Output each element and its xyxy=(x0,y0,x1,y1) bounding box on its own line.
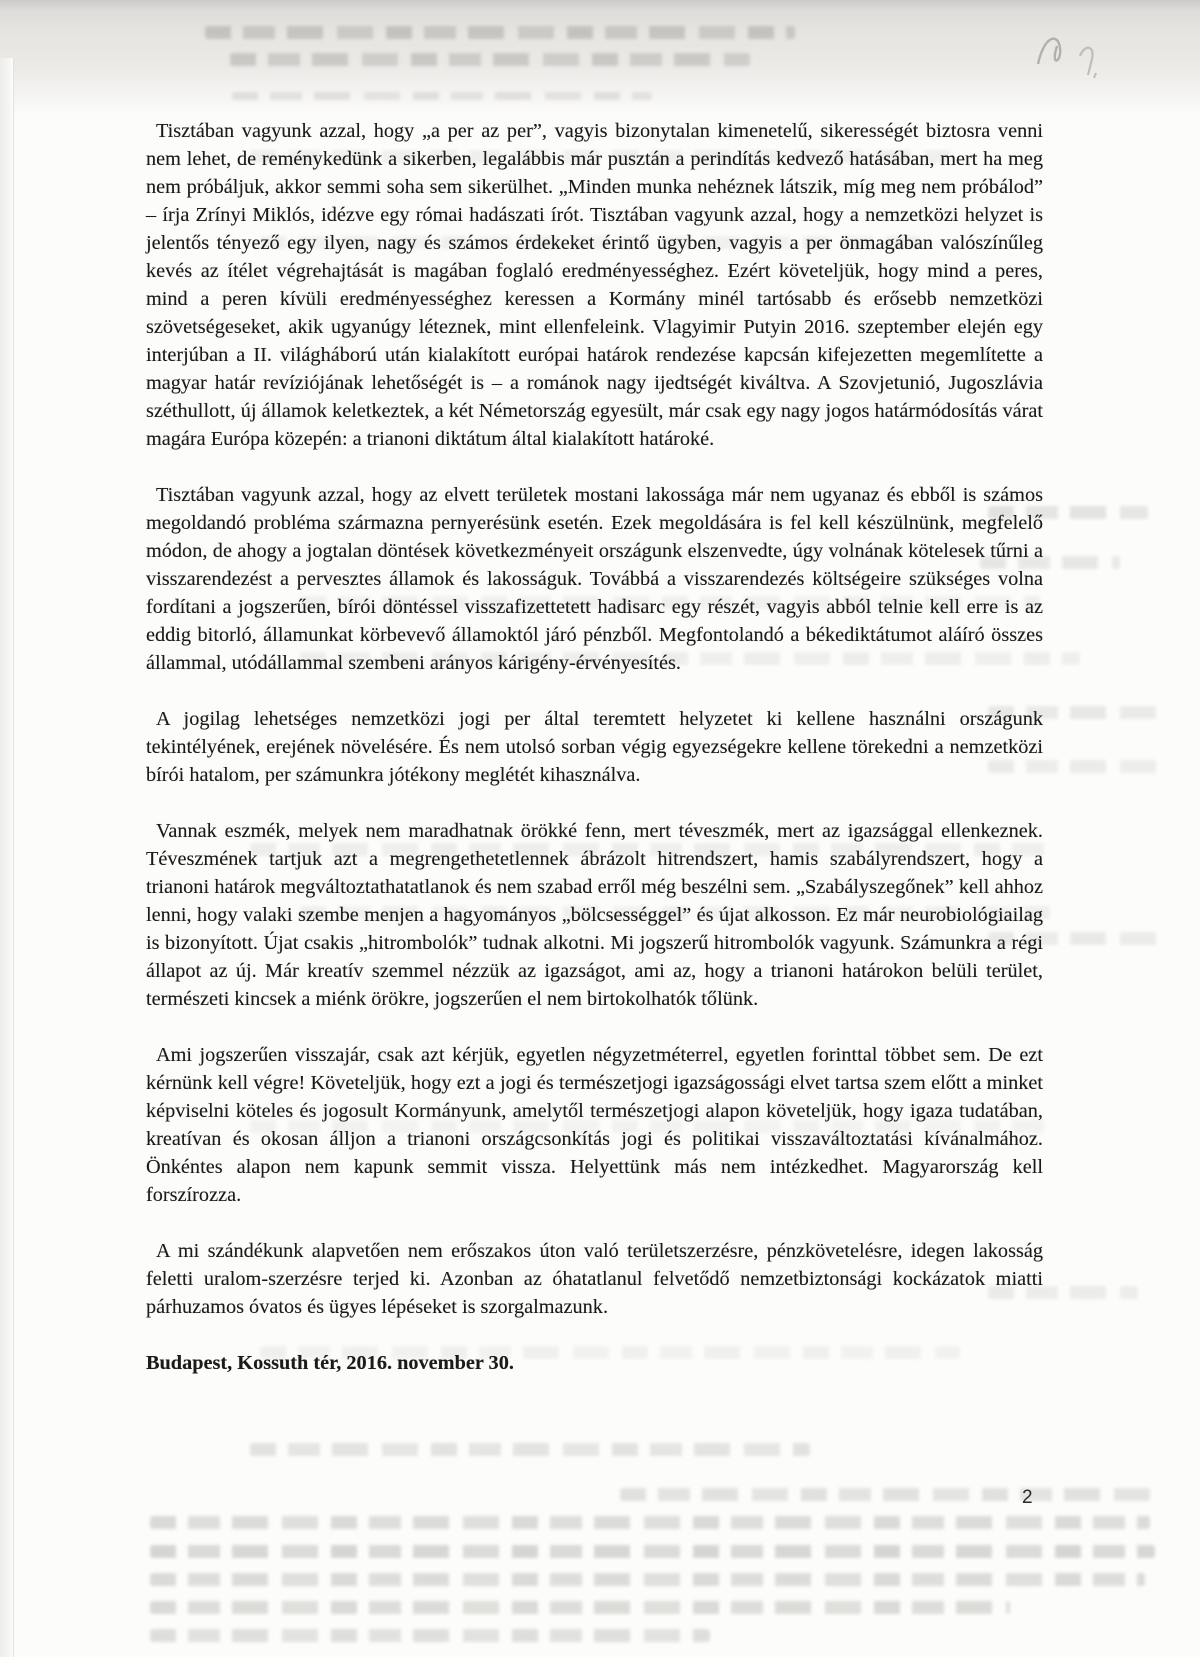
bleed-through-line xyxy=(150,1573,1145,1586)
handwritten-mark xyxy=(1024,20,1120,86)
body-paragraph: Tisztában vagyunk azzal, hogy „a per az per”, vagyis bizonytalan kimenetelű, sikerességét biztosra venni nem lehet, de reménykedünk a sikerben, legalábbis már pusztán a perindítás kedvező hatásában, mert ha meg nem próbáljuk, akkor semmi soha sem sikerülhet. „Minden munka nehéznek látszik, míg meg nem próbálod” – írja Zrínyi Miklós, idézve egy római hadászati írót. Tisztában vagyunk azzal, hogy a nemzetközi helyzet is jelentős tényező egy ilyen, nagy és számos érdekeket érintő ügyben, vagyis a per önmagában valószínűleg kevés az ítélet végrehajtását is magában foglaló eredményességhez. Ezért követeljük, hogy mind a peres, mind a peren kívüli eredményességhez keressen a Kormány minél tartósabb és erősebb nemzetközi szövetségeseket, akik ugyanúgy léteznek, mint ellenfeleink. Vlagyimir Putyin 2016. szeptember elején egy interjúban a II. világháború után kialakított európai határok rendezése kapcsán kifejezetten megemlítette a magyar határ revíziójának lehetőségét is – a románok nagy ijedtségét kiváltva. A Szovjetunió, Jugoszlávia széthullott, új államok keletkeztek, a két Németország egyesült, már csak egy nagy jogos határmódosítás várat magára Európa közepén: a trianoni diktátum által kialakított határoké. xyxy=(146,120,1043,450)
bleed-through-line xyxy=(620,1488,1150,1501)
bleed-through-line xyxy=(150,1545,1155,1558)
body-paragraph: Ami jogszerűen visszajár, csak azt kérjük, egyetlen négyzetméterrel, egyetlen forinttal többet sem. De ezt kérnünk kell végre! Követeljük, hogy ezt a jogi és természetjogi igazságossági elvet tartsa szem előtt a minket képviselni köteles és jogosult Kormányunk, amelytől természetjogi alapon követeljük, hogy igaza tudatában, kreatívan és okosan álljon a trianoni országcsonkítás jogi és politikai visszaváltoztatási kívánalmához. Önkéntes alapon nem kapunk semmit vissza. Helyettünk más nem intézkedhet. Magyarország kell forszírozza. xyxy=(146,1044,1043,1206)
body-paragraph: Tisztában vagyunk azzal, hogy az elvett területek mostani lakossága már nem ugyanaz és ebből is számos megoldandó probléma származna pernyerésünk esetén. Ezek megoldására is fel kell készülnünk, megfelelő módon, de ahogy a jogtalan döntések következményeit országunk elszenvedte, úgy volnának kötelesek tűrni a visszarendezést a pervesztes államok és lakosságuk. Továbbá a visszarendezés költségeire szükséges volna fordítani a jogszerűen, bírói döntéssel visszafizettetett hadisarc egy részét, vagyis abból telnie kell erre is az eddig bitorló, államunkat körbevevő államoktól járó pénzből. Megfontolandó a békediktátumot aláíró összes állammal, utódállammal szembeni arányos kárigény-érvényesítés. xyxy=(146,484,1043,674)
scan-top-band xyxy=(0,0,1200,116)
bleed-through-line xyxy=(150,1516,1150,1529)
body-paragraph: A jogilag lehetséges nemzetközi jogi per által teremtett helyzetet ki kellene használni országunk tekintélyének, erejének növelésére. És nem utolsó sorban végig egyezségekre kellene törekedni a nemzetközi bírói hatalom, per számunkra jótékony meglétét kihasználva. xyxy=(146,708,1043,786)
bleed-through-line xyxy=(250,1443,810,1456)
body-paragraph: Vannak eszmék, melyek nem maradhatnak örökké fenn, mert téveszmék, mert az igazsággal ellenkeznek. Téveszmének tartjuk azt a megrengethetetlennek ábrázolt hitrendszert, hamis szabályrendszert, hogy a trianoni határok megváltoztathatatlanok és nem szabad erről még beszélni sem. „Szabályszegőnek” kell ahhoz lenni, hogy valaki szembe menjen a hagyományos „bölcsességgel” és újat alkosson. Ez már neurobiológiailag is bizonyított. Újat csakis „hitrombolók” tudnak alkotni. Mi jogszerű hitrombolók vagyunk. Számunkra a régi állapot az új. Már kreatív szemmel nézzük az igazságot, ami az, hogy a trianoni határokon belüli terület, természeti kincsek a miénk örökre, jogszerűen el nem birtokolhatók tőlünk. xyxy=(146,820,1043,1010)
scan-left-edge xyxy=(0,58,14,1657)
bleed-through-line xyxy=(150,1629,710,1642)
dateline: Budapest, Kossuth tér, 2016. november 30. xyxy=(146,1352,514,1374)
body-paragraph: A mi szándékunk alapvetően nem erőszakos úton való területszerzésre, pénzkövetelésre, idegen lakosság feletti uralom-szerzésre terjed ki. Azonban az óhatatlanul felvetődő nemzetbiztonsági kockázatok miatti párhuzamos óvatos és ügyes lépéseket is szorgalmazunk. xyxy=(146,1240,1043,1318)
page-number: 2 xyxy=(1022,1487,1033,1508)
document-body xyxy=(146,117,1043,1377)
bleed-through-line xyxy=(150,1601,1010,1614)
